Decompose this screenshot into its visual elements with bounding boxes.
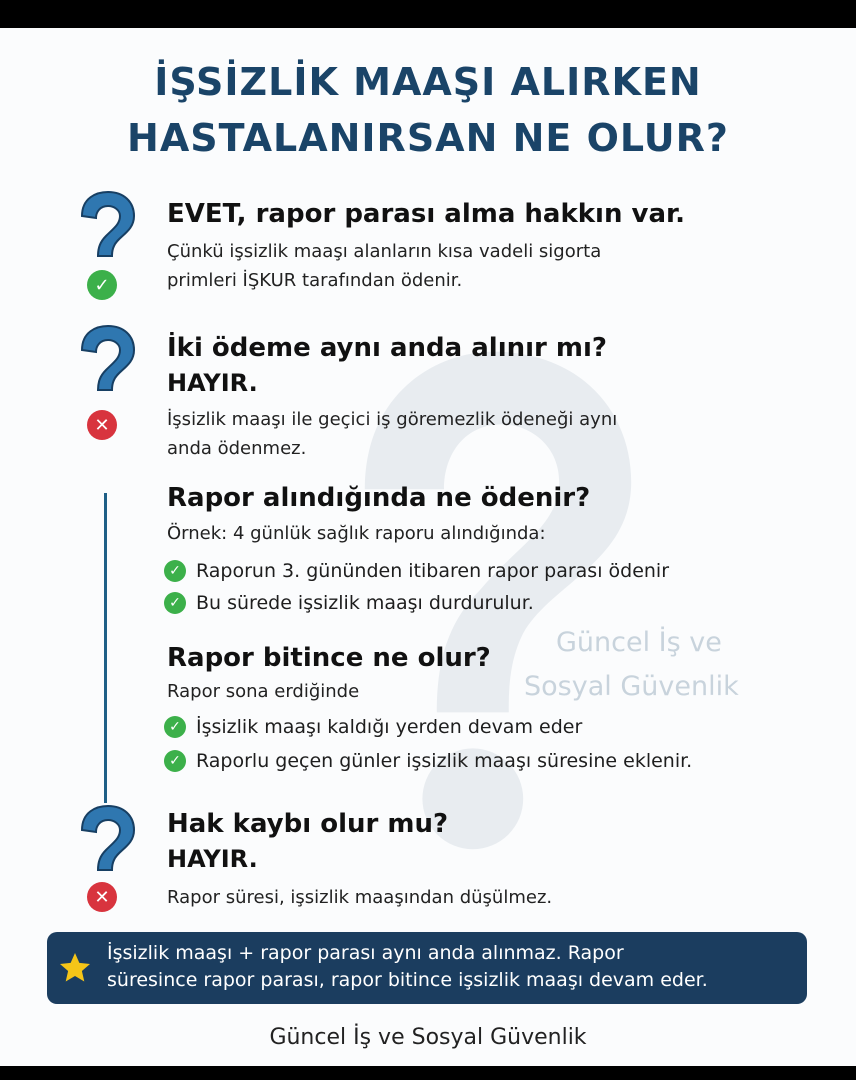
section1-body-line1: Çünkü işsizlik maaşı alanların kısa vadeli sigorta: [167, 241, 602, 262]
check-circle-icon: ✓: [164, 716, 186, 738]
page-title-line2: HASTALANIRSAN NE OLUR?: [127, 116, 729, 160]
check-circle-icon: ✓: [164, 750, 186, 772]
question-mark-icon: [72, 804, 142, 894]
list-item: [164, 592, 534, 614]
section2-answer: HAYIR.: [167, 369, 258, 397]
summary-note-text: [107, 940, 797, 994]
list-item: [164, 560, 669, 582]
bullet-text: Raporlu geçen günler işsizlik maaşı süresine eklenir.: [196, 750, 693, 772]
timeline-divider: [104, 493, 107, 803]
question-mark-icon: [72, 324, 142, 414]
bullet-text: Raporun 3. gününden itibaren rapor parası ödenir: [196, 560, 670, 582]
bullet-text: İşsizlik maaşı kaldığı yerden devam eder: [196, 716, 583, 738]
section5-heading: Hak kaybı olur mu?: [167, 809, 449, 839]
list-item: [164, 716, 582, 738]
section4-intro: Rapor sona erdiğinde: [167, 681, 360, 702]
section1-heading: EVET, rapor parası alma hakkın var.: [167, 199, 686, 229]
section2-heading: İki ödeme aynı anda alınır mı?: [167, 333, 607, 363]
x-circle-icon: ✕: [87, 882, 117, 912]
star-icon: [57, 950, 93, 986]
check-circle-icon: ✓: [164, 592, 186, 614]
page-title-line1: İŞSİZLİK MAAŞI ALIRKEN: [154, 60, 702, 104]
section5-answer: HAYIR.: [167, 845, 258, 873]
section5-body-line1: Rapor süresi, işsizlik maaşından düşülmez.: [167, 887, 553, 908]
infographic-page: [0, 28, 856, 1066]
section1-body-line2: primleri İŞKUR tarafından ödenir.: [167, 270, 463, 291]
summary-note-box: [47, 932, 807, 1004]
section3-heading: Rapor alındığında ne ödenir?: [167, 483, 591, 513]
footer-brand: Güncel İş ve Sosyal Güvenlik: [269, 1025, 587, 1050]
section2-body-line2: anda ödenmez.: [167, 438, 307, 459]
x-circle-icon: ✕: [87, 410, 117, 440]
check-circle-icon: ✓: [87, 270, 117, 300]
section4-heading: Rapor bitince ne olur?: [167, 643, 491, 673]
section2-body-line1: İşsizlik maaşı ile geçici iş göremezlik ödeneği aynı: [167, 409, 618, 430]
watermark-line1: Güncel İş ve: [556, 627, 722, 658]
check-circle-icon: ✓: [164, 560, 186, 582]
question-mark-icon: [72, 190, 142, 280]
watermark-line2: Sosyal Güvenlik: [524, 671, 739, 702]
summary-note-line1: İşsizlik maaşı + rapor parası aynı anda alınmaz. Rapor: [107, 942, 624, 964]
list-item: [164, 750, 692, 772]
summary-note-line2: süresince rapor parası, rapor bitince işsizlik maaşı devam eder.: [107, 969, 708, 991]
section3-intro: Örnek: 4 günlük sağlık raporu alındığında:: [167, 523, 546, 544]
bullet-text: Bu sürede işsizlik maaşı durdurulur.: [196, 592, 534, 614]
